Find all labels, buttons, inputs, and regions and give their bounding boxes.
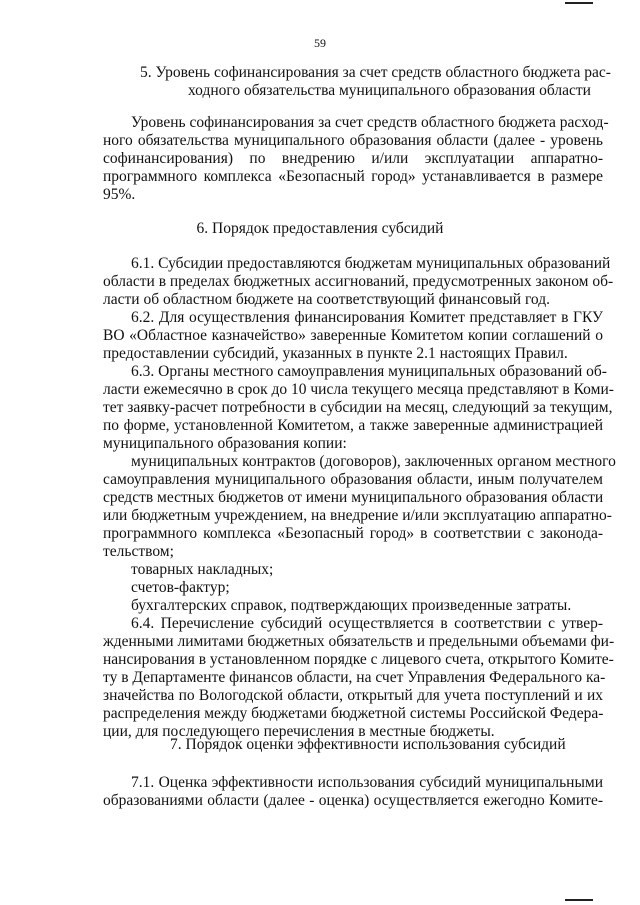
page-number: 59 xyxy=(314,36,326,50)
paragraph-6-1-line: 6.1. Субсидии предоставляются бюджетам муниципальных образований xyxy=(131,255,611,272)
contracts-line: муниципальных контрактов (договоров), заключенных органом местного xyxy=(131,453,616,470)
paragraph-6-4-line: ции, для последующего перечисления в местные бюджеты. xyxy=(103,723,495,740)
paragraph-6-4-line: нансирования в установленном порядке с лицевого счета, открытого Комите- xyxy=(103,651,614,668)
list-item: бухгалтерских справок, подтверждающих произведенные затраты. xyxy=(131,597,572,614)
paragraph-6-3-line: тет заявку-расчет потребности в субсидии на месяц, следующий за текущим, xyxy=(103,399,613,416)
paragraph-6-3-line: ласти ежемесячно в срок до 10 числа текущего месяца представляют в Коми- xyxy=(103,381,614,398)
paragraph-6-2-line: предоставлении субсидий, указанных в пункте 2.1 настоящих Правил. xyxy=(103,345,568,362)
section5-body-line: программного комплекса «Безопасный город» устанавливается в размере xyxy=(103,168,603,185)
paragraph-6-3-line: 6.3. Органы местного самоуправления муниципальных образований об- xyxy=(131,363,607,380)
paragraph-6-3-line: муниципального образования копии: xyxy=(103,435,347,452)
paragraph-6-4-line: распределения между бюджетами бюджетной системы Российской Федера- xyxy=(103,705,604,722)
scan-mark-top xyxy=(565,2,593,4)
paragraph-6-4-line: ту в Департаменте финансов области, на счет Управления Федерального ка- xyxy=(103,669,606,686)
paragraph-6-4-line: 6.4. Перечисление субсидий осуществляется в соответствии с утвер- xyxy=(131,615,603,632)
paragraph-6-3-line: по форме, установленной Комитетом, а также заверенные администрацией xyxy=(103,417,603,434)
paragraph-7-1-line: образованиями области (далее - оценка) осуществляется ежегодно Комите- xyxy=(103,792,603,809)
section5-body-line: ного обязательства муниципального образования области (далее - уровень xyxy=(103,132,603,149)
section5-body-line: 95%. xyxy=(103,186,136,203)
list-item: товарных накладных; xyxy=(131,561,274,578)
scan-mark-bottom xyxy=(565,899,593,901)
contracts-line: программного комплекса «Безопасный город» в соответствии с законода- xyxy=(103,525,603,542)
paragraph-6-2-line: ВО «Областное казначейство» заверенные Комитетом копии соглашений о xyxy=(103,327,603,344)
section5-body-line: софинансирования) по внедрению и/или эксплуатации аппаратно- xyxy=(103,150,603,167)
contracts-line: или бюджетным учреждением, на внедрение и/или эксплуатацию аппаратно- xyxy=(103,507,612,524)
contracts-line: тельством; xyxy=(103,543,174,560)
paragraph-6-4-line: значейства по Вологодской области, открытый для учета поступлений и их xyxy=(103,687,603,704)
section5-heading-line1: 5. Уровень софинансирования за счет средств областного бюджета рас- xyxy=(140,64,611,81)
section6-heading: 6. Порядок предоставления субсидий xyxy=(196,220,444,237)
section5-body-line: Уровень софинансирования за счет средств областного бюджета расход- xyxy=(131,114,609,131)
paragraph-6-1-line: области в пределах бюджетных ассигнований, предусмотренных законом об- xyxy=(103,273,614,290)
section7-heading: 7. Порядок оценки эффективности использования субсидий xyxy=(170,736,566,753)
paragraph-6-2-line: 6.2. Для осуществления финансирования Комитет представляет в ГКУ xyxy=(131,309,603,326)
contracts-line: средств местных бюджетов от имени муниципального образования области xyxy=(103,489,604,506)
paragraph-6-1-line: ласти об областном бюджете на соответствующий финансовый год. xyxy=(103,291,550,308)
list-item: счетов-фактур; xyxy=(131,579,230,596)
contracts-line: самоуправления муниципального образования области, иным получателем xyxy=(103,471,603,488)
paragraph-7-1-line: 7.1. Оценка эффективности использования субсидий муниципальными xyxy=(131,774,603,791)
section5-heading-line2: ходного обязательства муниципального образования области xyxy=(188,82,591,99)
paragraph-6-4-line: жденными лимитами бюджетных обязательств и предельными объемами фи- xyxy=(103,633,615,650)
